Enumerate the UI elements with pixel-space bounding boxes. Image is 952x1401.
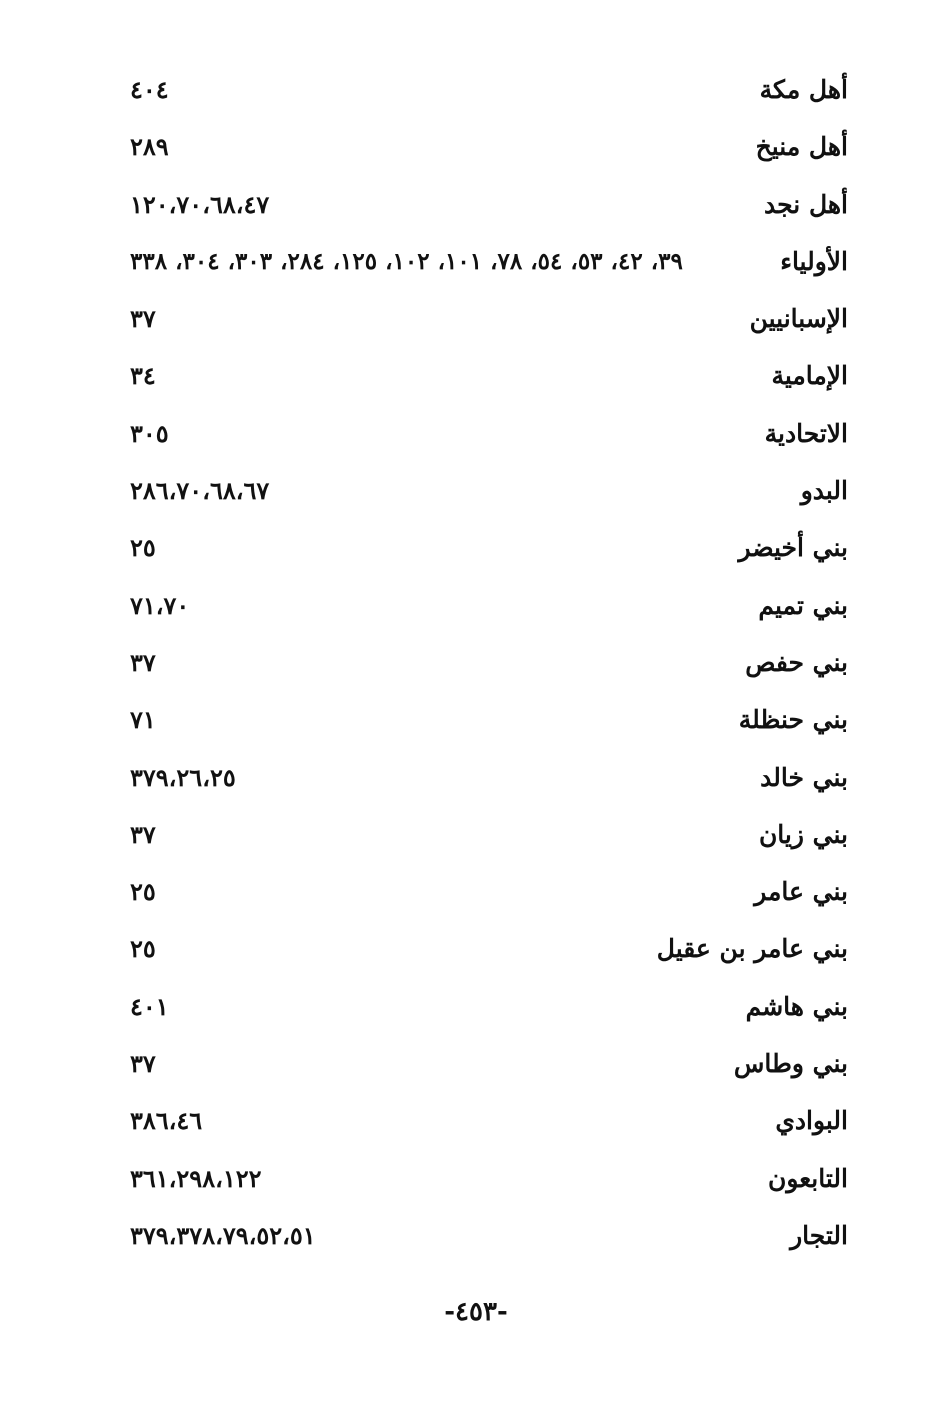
index-entry [0,1208,952,1265]
entry-pages: ١٢٠،٧٠،٦٨،٤٧ [130,189,270,219]
entry-pages: ٣٤ [130,361,156,391]
entry-term: الإسبانيين [749,304,848,334]
entry-term: بني عامر [754,877,848,907]
entry-pages: ٣٠٥ [130,418,169,448]
entry-term: بني حنظلة [738,705,848,735]
index-entry [0,578,952,635]
entry-pages: ٧١،٧٠ [130,590,190,620]
entry-pages: ٣٩، ٤٢، ٥٣، ٥٤، ٧٨، ١٠١، ١٠٢، ١٢٥، ٢٨٤، ٣٠٣، ٣٠٤، ٣٣٨ [130,247,683,275]
entry-pages: ٣٦١،٢٩٨،١٢٢ [130,1163,262,1193]
index-entry [0,463,952,520]
entry-term: بني تميم [758,590,848,620]
index-entry [0,119,952,176]
entry-pages: ٣٧٩،٣٧٨،٧٩،٥٢،٥١ [130,1220,316,1250]
entry-term: بني وطاس [733,1049,848,1079]
entry-term: البدو [800,476,848,506]
entry-pages: ٣٧ [130,304,156,334]
entry-term: التابعون [767,1163,848,1193]
index-entry [0,520,952,577]
entry-term: الإمامية [771,361,848,391]
entry-term: أهل مكة [759,75,848,104]
index-entry [0,1151,952,1208]
index-entry [0,750,952,807]
entry-term: البوادي [775,1106,848,1136]
entry-term: بني عامر بن عقيل [656,934,848,964]
index-entry [0,234,952,291]
index-entry [0,1036,952,1093]
index-entry [0,921,952,978]
index-entry [0,348,952,405]
entry-pages: ٢٥ [130,934,156,964]
index-entry [0,692,952,749]
entry-pages: ٣٧ [130,647,156,677]
index-entry [0,635,952,692]
entry-term: بني هاشم [745,991,848,1021]
index-entry [0,62,952,119]
entry-pages: ٣٨٦،٤٦ [130,1106,203,1136]
index-entry [0,406,952,463]
entry-pages: ٢٥ [130,533,156,563]
index-list [0,62,952,1265]
entry-pages: ٣٧ [130,819,156,849]
entry-pages: ٢٥ [130,877,156,907]
entry-pages: ٤٠٤ [130,75,169,104]
entry-term: الأولياء [780,246,848,276]
entry-term: أهل منيخ [755,132,848,162]
entry-pages: ٤٠١ [130,991,169,1021]
entry-pages: ٣٧ [130,1049,156,1079]
index-entry [0,807,952,864]
entry-pages: ٧١ [130,705,156,735]
index-entry [0,177,952,234]
entry-pages: ٣٧٩،٢٦،٢٥ [130,762,236,792]
entry-term: أهل نجد [764,189,848,219]
entry-term: بني زيان [758,819,848,849]
index-entry [0,1093,952,1150]
entry-term: التجار [790,1220,848,1250]
page-number: -٤٥٣- [444,1297,508,1327]
entry-pages: ٢٨٦،٧٠،٦٨،٦٧ [130,476,270,506]
index-entry [0,291,952,348]
index-entry [0,979,952,1036]
entry-pages: ٢٨٩ [130,132,169,162]
index-entry [0,864,952,921]
entry-term: الاتحادية [764,418,848,448]
entry-term: بني خالد [760,762,848,792]
entry-term: بني أخيضر [738,533,848,563]
entry-term: بني حفص [745,647,848,677]
